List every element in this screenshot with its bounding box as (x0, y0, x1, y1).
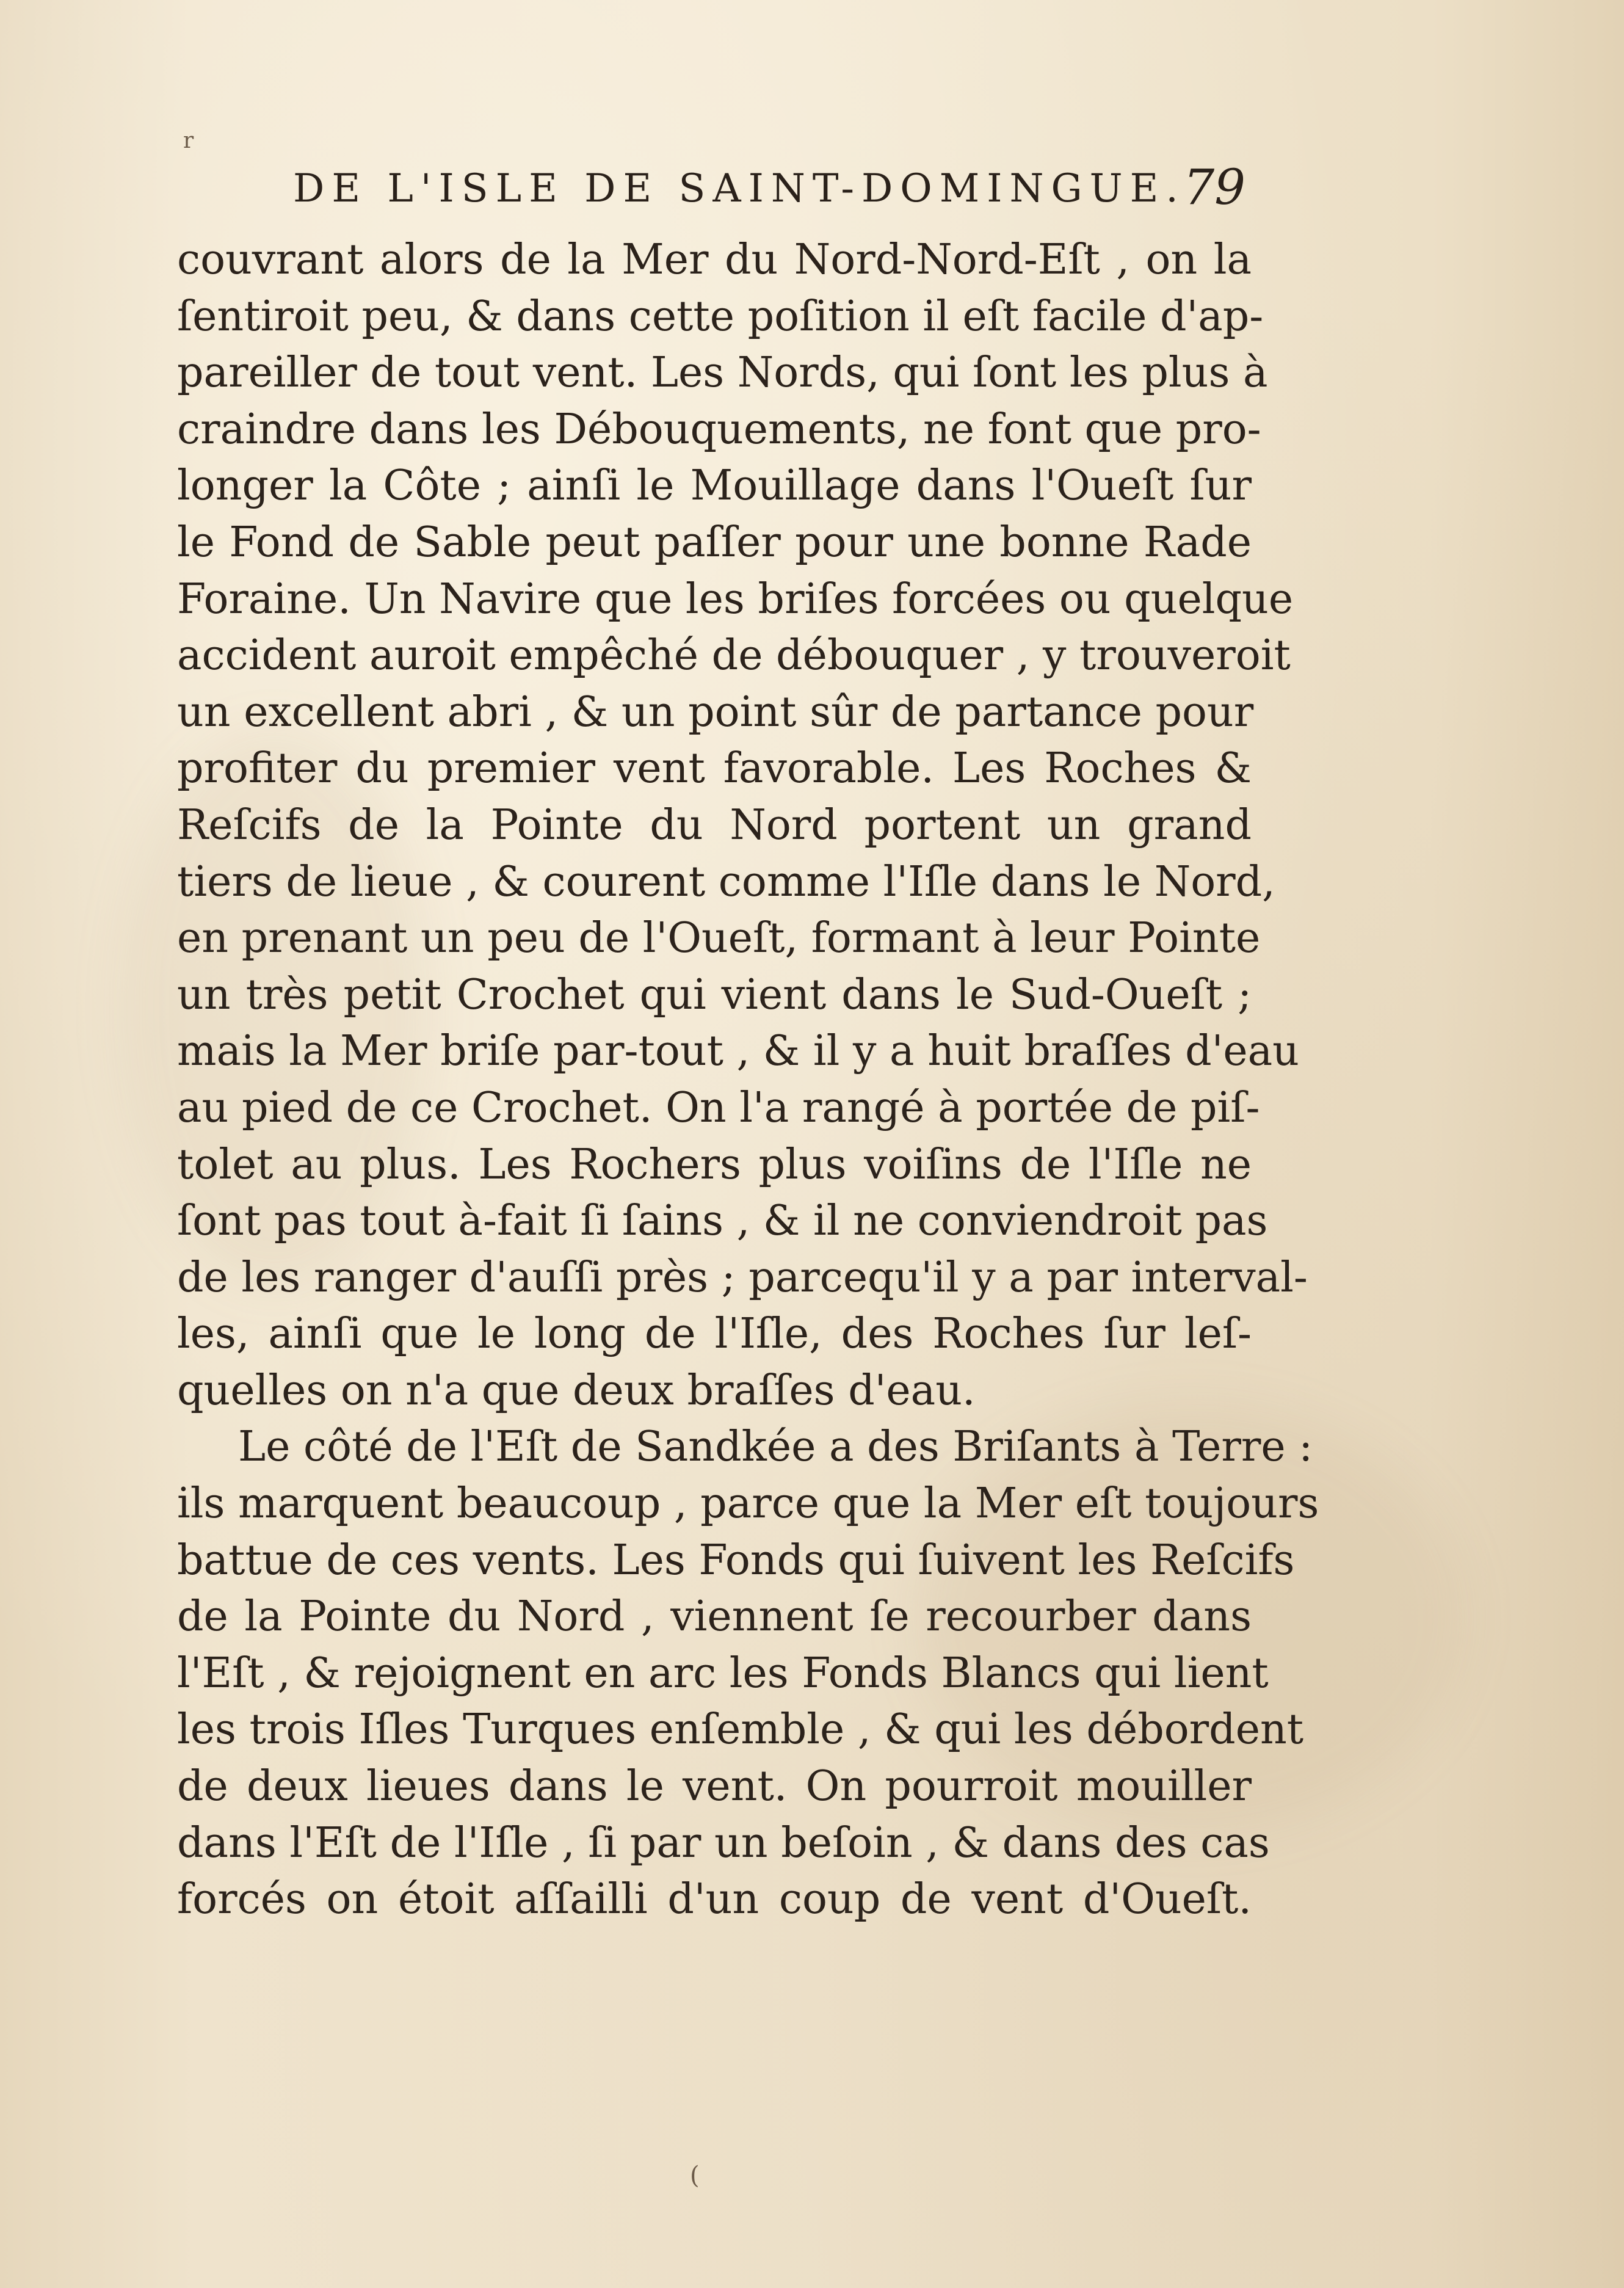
paragraph-1 (177, 232, 1308, 1419)
text-line: mais la Mer briſe par-tout , & il y a huit braſſes d'eau (177, 1027, 1299, 1076)
paragraph-2 (177, 1419, 1319, 1928)
text-line: en prenant un peu de l'Oueſt, formant à leur Pointe (177, 914, 1261, 963)
text-line: pareiller de tout vent. Les Nords, qui ſont les plus à (177, 349, 1268, 398)
text-line: longer la Côte ; ainſi le Mouillage dans l'Oueſt ſur (177, 462, 1252, 510)
text-line: Foraine. Un Navire que les briſes forcées ou quelque (177, 575, 1294, 623)
text-line: ils marquent beaucoup , parce que la Mer eſt toujours (177, 1480, 1319, 1528)
text-line: tiers de lieue , & courent comme l'Iſle dans le Nord, (177, 857, 1275, 906)
running-title: DE L'ISLE DE SAINT-DOMINGUE. (293, 166, 1186, 211)
text-line: Reſcifs de la Pointe du Nord portent un grand (177, 801, 1252, 849)
text-line: le Fond de Sable peut paſſer pour une bonne Rade (177, 518, 1252, 567)
text-line: les trois Iſles Turques enſemble , & qui les débordent (177, 1705, 1304, 1754)
text-line: un excellent abri , & un point sûr de partance pour (177, 688, 1254, 736)
text-line: dans l'Eſt de l'Iſle , ſi par un beſoin , & dans des cas (177, 1818, 1270, 1867)
text-line: quelles on n'a que deux braſſes d'eau. (177, 1366, 976, 1415)
stray-mark-top: r (183, 128, 194, 153)
text-line: accident auroit empêché de débouquer , y trouveroit (177, 631, 1291, 680)
body-text (177, 232, 1319, 1928)
text-line: profiter du premier vent favorable. Les Roches & (177, 744, 1252, 793)
text-line: de les ranger d'auſſi près ; parcequ'il y a par interval- (177, 1253, 1308, 1302)
text-line: de deux lieues dans le vent. On pourroit mouiller (177, 1762, 1252, 1811)
text-line: Le côté de l'Eſt de Sandkée a des Briſants à Terre : (238, 1423, 1313, 1472)
page-number: 79 (1183, 159, 1245, 216)
text-line: un très petit Crochet qui vient dans le Sud-Oueſt ; (177, 970, 1252, 1019)
text-line: couvrant alors de la Mer du Nord-Nord-Eſt , on la (177, 236, 1252, 284)
text-line: forcés on étoit aſſailli d'un coup de vent d'Oueſt. (177, 1875, 1252, 1924)
text-line: ſentiroit peu, & dans cette poſition il eſt facile d'ap- (177, 292, 1264, 341)
text-line: battue de ces vents. Les Fonds qui ſuivent les Reſcifs (177, 1536, 1295, 1585)
page-header (293, 153, 1245, 220)
text-line: les, ainſi que le long de l'Iſle, des Roches ſur leſ- (177, 1310, 1252, 1359)
text-line: l'Eſt , & rejoignent en arc les Fonds Blancs qui lient (177, 1649, 1269, 1698)
text-line: ſont pas tout à-fait ſi ſains , & il ne conviendroit pas (177, 1197, 1268, 1246)
text-line: craindre dans les Débouquements, ne font que pro- (177, 405, 1261, 454)
text-line: au pied de ce Crochet. On l'a rangé à portée de piſ- (177, 1083, 1260, 1132)
text-line: de la Pointe du Nord , viennent ſe recourber dans (177, 1593, 1252, 1641)
text-line: tolet au plus. Les Rochers plus voiſins de l'Iſle ne (177, 1140, 1252, 1189)
stray-mark-bottom: ( (690, 2162, 700, 2190)
